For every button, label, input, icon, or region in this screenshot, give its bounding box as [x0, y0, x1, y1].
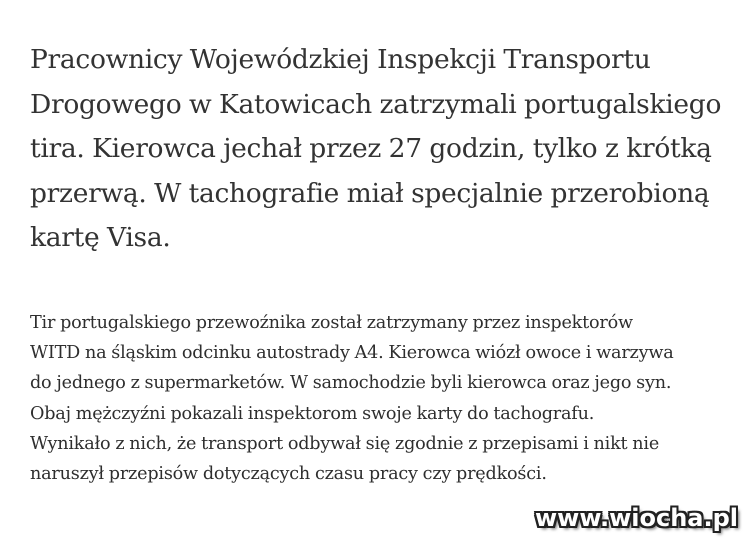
body-paragraph: [30, 308, 730, 489]
lead-line: tira. Kierowca jechał przez 27 godzin, tylko z krótką: [30, 133, 712, 164]
lead-line: Drogowego w Katowicach zatrzymali portugalskiego: [30, 88, 722, 120]
site-watermark: www.wiocha.pl: [534, 504, 738, 532]
body-line: Obaj mężczyźni pokazali inspektorom swoje karty do tachografu.: [30, 403, 595, 424]
body-line: Tir portugalskiego przewoźnika został zatrzymany przez inspektorów: [30, 313, 633, 333]
lead-line: kartę Visa.: [30, 222, 171, 253]
lead-line: Pracownicy Wojewódzkiej Inspekcji Transportu: [30, 44, 651, 75]
article-lead: [30, 38, 730, 261]
lead-paragraph: [30, 38, 730, 261]
body-line: naruszył przepisów dotyczących czasu pracy czy prędkości.: [30, 464, 547, 485]
body-line: Wynikało z nich, że transport odbywał się zgodnie z przepisami i nikt nie: [30, 433, 660, 454]
body-line: WITD na śląskim odcinku autostrady A4. Kierowca wiózł owoce i warzywa: [30, 343, 674, 364]
lead-line: przerwą. W tachografie miał specjalnie przerobioną: [30, 177, 710, 209]
body-line: do jednego z supermarketów. W samochodzie byli kierowca oraz jego syn.: [30, 373, 672, 394]
